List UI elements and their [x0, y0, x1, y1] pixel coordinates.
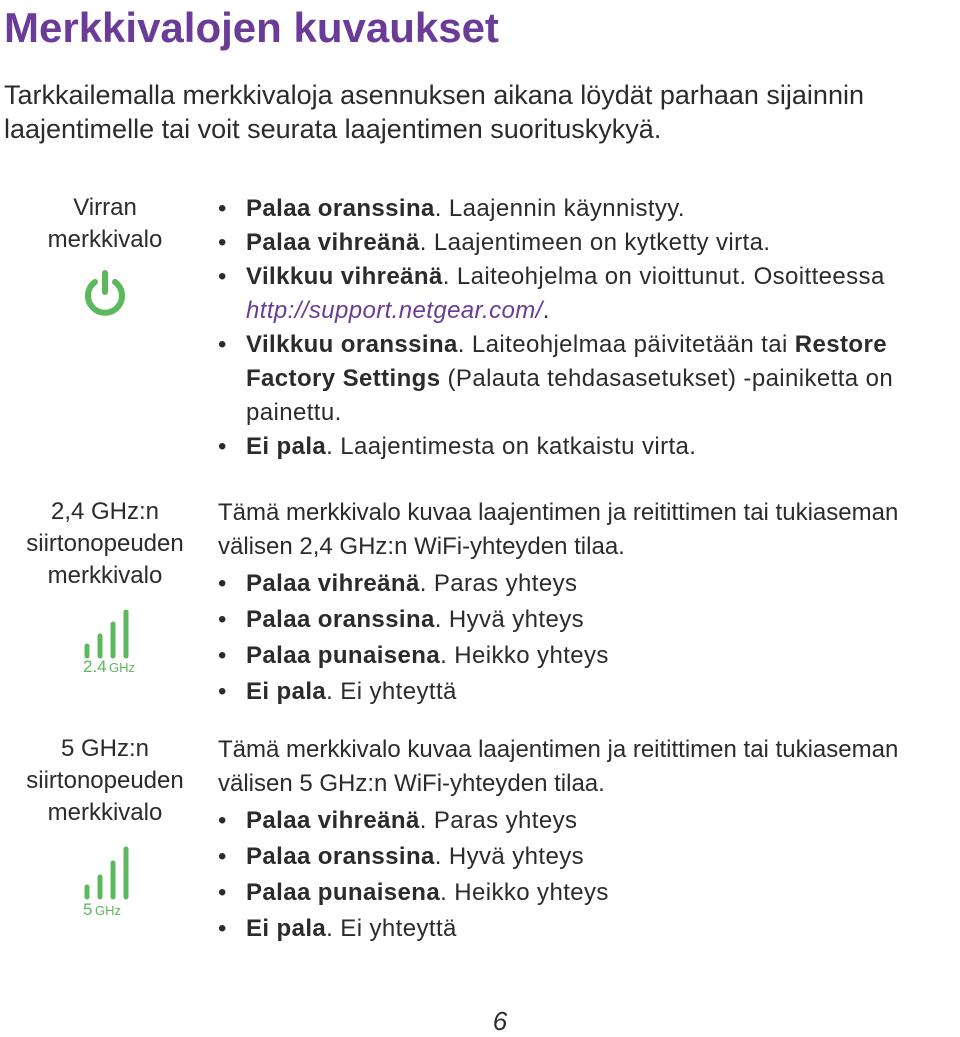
icon-band-label: 2.4: [83, 657, 107, 674]
band-2-4ghz-label-line: siirtonopeuden: [26, 530, 184, 557]
list-item: [218, 328, 960, 430]
item-text: . Heikko yhteys: [440, 642, 609, 669]
item-status: Vilkkuu oranssina: [246, 331, 458, 358]
icon-band-unit: GHz: [109, 660, 135, 674]
item-text: . Hyvä yhteys: [434, 606, 585, 633]
band-5ghz-text: Tämä merkkivalo kuvaa laajentimen ja reitittimen tai tukiaseman välisen 5 GHz:n WiFi-yhteyden tilaa.: [218, 736, 899, 797]
item-text: . Hyvä yhteys: [434, 843, 585, 870]
power-led-label: [0, 192, 210, 320]
item-text: . Paras yhteys: [419, 570, 578, 597]
list-item: [218, 566, 960, 602]
power-icon: [81, 270, 129, 320]
item-text: . Laajentimeen on kytketty virta.: [419, 229, 771, 256]
list-item: [218, 875, 960, 911]
signal-2-4ghz-icon: [65, 604, 145, 674]
list-item: [218, 602, 960, 638]
item-text: . Ei yhteyttä: [326, 915, 457, 942]
list-item: [218, 839, 960, 875]
list-item: [218, 192, 960, 226]
power-led-label-line: merkkivalo: [47, 226, 163, 253]
item-status: Ei pala: [246, 433, 327, 460]
item-status: Palaa oranssina: [246, 843, 435, 870]
item-text: . Ei yhteyttä: [326, 678, 457, 705]
item-status: Ei pala: [246, 915, 327, 942]
power-led-label-line: Virran: [73, 194, 137, 221]
band-5ghz-description: [218, 733, 960, 947]
page-number: 6: [492, 1006, 508, 1036]
item-text: . Heikko yhteys: [440, 879, 609, 906]
band-2-4ghz-description: [218, 496, 960, 710]
band-5ghz-label: [0, 733, 210, 917]
page-title: Merkkivalojen kuvaukset: [4, 4, 499, 51]
item-text: . Laiteohjelma on vioittunut. Osoitteessa: [442, 263, 885, 290]
item-status: Palaa oranssina: [246, 606, 435, 633]
band-2-4ghz-label-line: merkkivalo: [47, 562, 163, 589]
band-5ghz-label-line: 5 GHz:n: [60, 735, 150, 762]
item-text-after: .: [542, 297, 550, 324]
signal-5ghz-icon: [65, 841, 145, 917]
item-text: . Laajentimesta on katkaistu virta.: [326, 433, 697, 460]
item-status: Palaa vihreänä: [246, 570, 420, 597]
item-text-after: (Palauta tehdasasetukset) -painiketta on painettu.: [246, 365, 894, 426]
band-2-4ghz-label: [0, 496, 210, 674]
band-5ghz-label-line: merkkivalo: [47, 799, 163, 826]
item-status: Ei pala: [246, 678, 327, 705]
power-led-description: [218, 192, 960, 464]
item-status: Vilkkuu vihreänä: [246, 263, 443, 290]
item-status: Palaa punaisena: [246, 642, 441, 669]
list-item: [218, 803, 960, 839]
list-item: [218, 674, 960, 710]
icon-band-unit: GHz: [95, 903, 121, 917]
list-item: [218, 638, 960, 674]
item-text: . Paras yhteys: [419, 807, 578, 834]
restore-button-name: Restore Factory Settings: [246, 331, 887, 392]
icon-band-label: 5: [83, 900, 93, 917]
band-2-4ghz-text: Tämä merkkivalo kuvaa laajentimen ja reitittimen tai tukiaseman välisen 2,4 GHz:n WiFi-yhteyden tilaa.: [218, 499, 899, 560]
list-item: [218, 260, 960, 328]
item-status: Palaa vihreänä: [246, 229, 420, 256]
item-status: Palaa oranssina: [246, 195, 435, 222]
list-item: [218, 430, 960, 464]
item-status: Palaa punaisena: [246, 879, 441, 906]
item-text: . Laajennin käynnistyy.: [434, 195, 685, 222]
intro-text: Tarkkailemalla merkkivaloja asennuksen aikana löydät parhaan sijainnin laajentimelle tai voit seurata laajentimen suorituskykyä.: [4, 80, 864, 144]
item-text: . Laiteohjelmaa päivitetään tai: [457, 331, 795, 358]
support-link[interactable]: http://support.netgear.com/: [246, 297, 543, 324]
list-item: [218, 226, 960, 260]
band-5ghz-label-line: siirtonopeuden: [26, 767, 184, 794]
list-item: [218, 911, 960, 947]
item-status: Palaa vihreänä: [246, 807, 420, 834]
band-2-4ghz-label-line: 2,4 GHz:n: [50, 498, 160, 525]
